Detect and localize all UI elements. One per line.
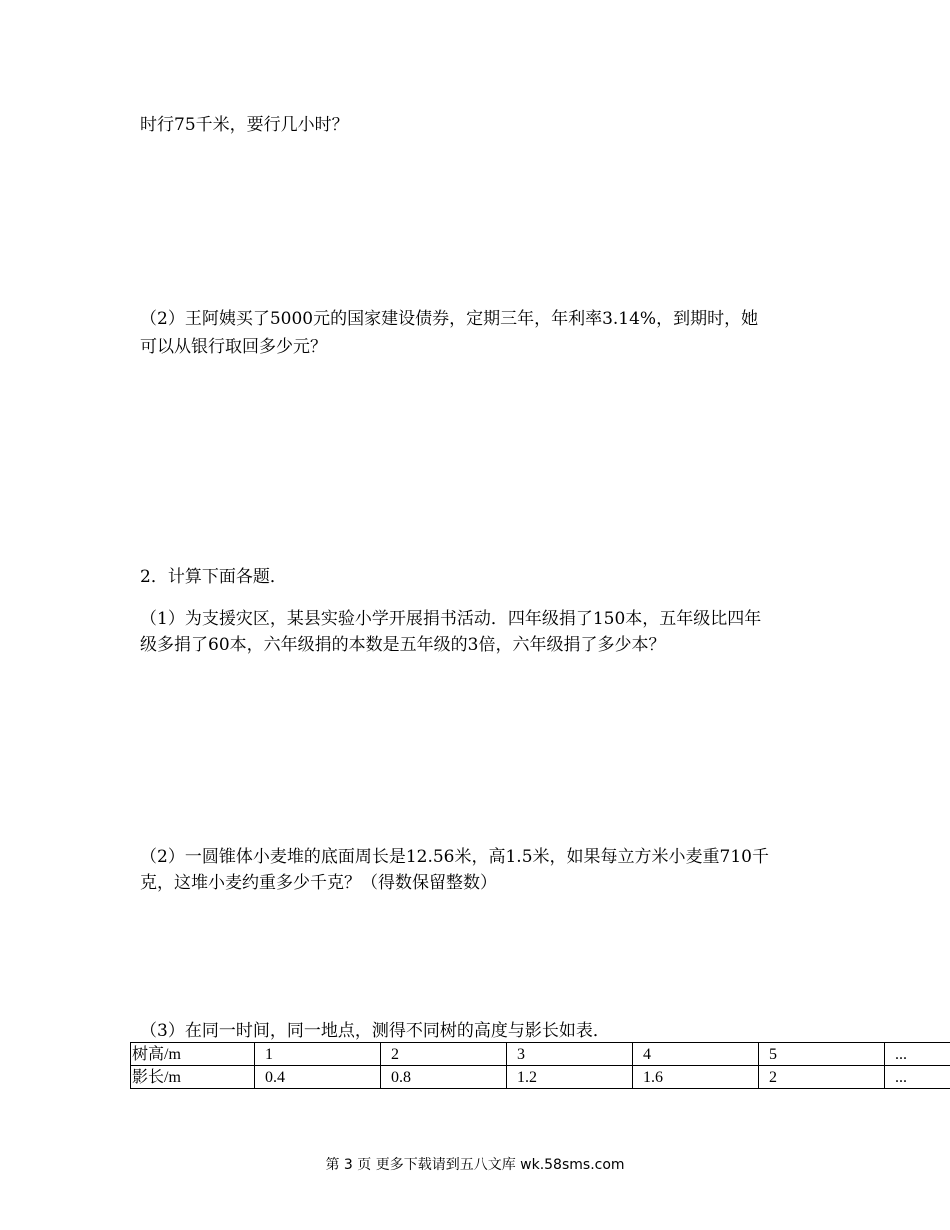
question-continuation-text: 时行75千米，要行几小时？	[140, 115, 349, 135]
table-cell: 0.8	[381, 1066, 507, 1089]
row-header-tree-height: 树高/m	[131, 1043, 255, 1066]
table-row	[131, 1066, 950, 1089]
question-2-2-text-line1: （2）一圆锥体小麦堆的底面周长是12.56米，高1.5米，如果每立方米小麦重710千	[140, 847, 769, 867]
row-header-shadow-length: 影长/m	[131, 1066, 255, 1089]
table-cell: 2	[759, 1066, 885, 1089]
section-2-title: 2．计算下面各题．	[140, 567, 287, 587]
question-2-1-text-line1: （1）为支援灾区，某县实验小学开展捐书活动．四年级捐了150本，五年级比四年	[140, 609, 762, 629]
table-cell: 5	[759, 1043, 885, 1066]
table-cell: 1.2	[507, 1066, 633, 1089]
table-cell: 3	[507, 1043, 633, 1066]
table-row	[131, 1043, 950, 1066]
question-1-2-text-line2: 可以从银行取回多少元？	[140, 337, 327, 357]
page-footer: 第 3 页 更多下载请到五八文库 wk.58sms.com	[325, 1157, 625, 1173]
table-cell: ...	[885, 1066, 950, 1089]
question-2-3-text: （3）在同一时间，同一地点，测得不同树的高度与影长如表．	[140, 1021, 610, 1041]
question-2-2-text-line2: 克，这堆小麦约重多少千克？（得数保留整数）	[140, 873, 497, 893]
question-1-2-text-line1: （2）王阿姨买了5000元的国家建设债券，定期三年，年利率3.14%，到期时，她	[140, 309, 759, 329]
table-cell: 0.4	[255, 1066, 381, 1089]
tree-height-shadow-table	[130, 1042, 950, 1089]
question-2-1-text-line2: 级多捐了60本，六年级捐的本数是五年级的3倍，六年级捐了多少本？	[140, 635, 666, 655]
table-cell: 1	[255, 1043, 381, 1066]
table-cell: 1.6	[633, 1066, 759, 1089]
table-cell: ...	[885, 1043, 950, 1066]
table-cell: 4	[633, 1043, 759, 1066]
table-cell: 2	[381, 1043, 507, 1066]
